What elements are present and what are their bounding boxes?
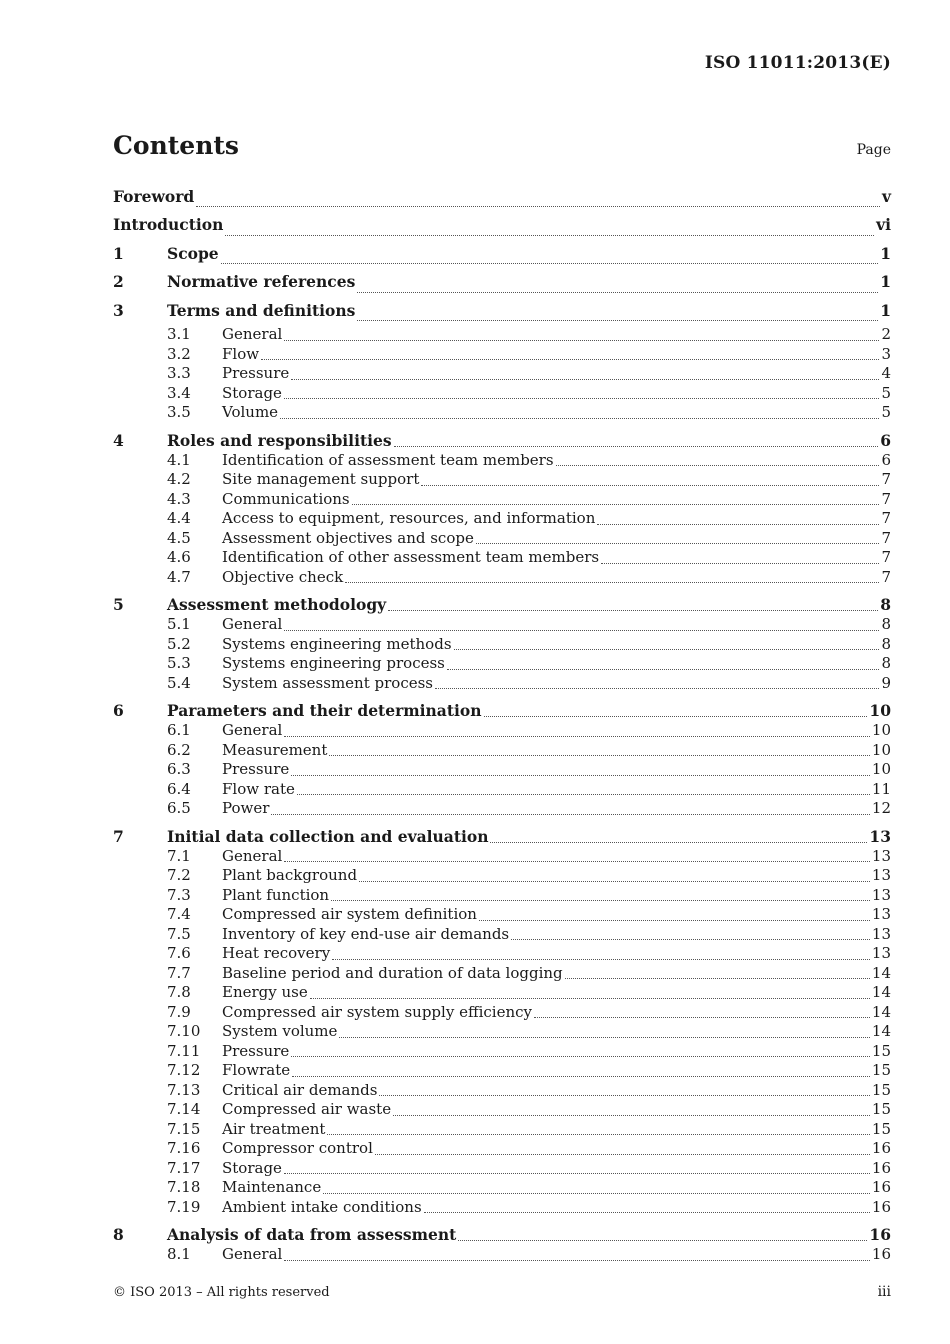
- toc-entry-title: Energy use: [222, 983, 308, 1001]
- toc-entry-subsection[interactable]: [113, 1120, 891, 1140]
- toc-entry-subsection[interactable]: [113, 490, 891, 510]
- dot-leader: [375, 1154, 870, 1155]
- toc-entry-title: Baseline period and duration of data logging: [222, 963, 563, 982]
- toc-entry-title: Air treatment: [222, 1119, 326, 1138]
- toc-entry-page: 15: [871, 1080, 891, 1099]
- toc-entry-number: 3.5: [167, 403, 191, 421]
- toc-entry-number: 7.4: [167, 905, 191, 923]
- toc-entry-page: 5: [881, 403, 891, 421]
- toc-entry-section[interactable]: [113, 297, 891, 326]
- toc-entry-subsection[interactable]: [113, 384, 891, 404]
- dot-leader: [359, 881, 870, 882]
- toc-entry-title: Pressure: [222, 364, 290, 382]
- toc-entry-page: vi: [876, 215, 891, 234]
- toc-entry-page: 16: [871, 1139, 891, 1157]
- toc-entry-page: 3: [881, 344, 891, 363]
- toc-entry-number: 2: [113, 272, 124, 291]
- toc-entry-title: Identification of assessment team members: [222, 450, 554, 469]
- dot-leader: [601, 563, 879, 564]
- toc-entry-title: Measurement: [222, 740, 328, 759]
- dot-leader: [284, 861, 870, 862]
- toc-entry-title: Compressed air waste: [222, 1100, 392, 1118]
- toc-entry-page: 15: [871, 1119, 891, 1138]
- toc-entry-page: v: [881, 187, 891, 206]
- toc-entry-page: 7: [881, 548, 891, 566]
- toc-entry-title: Parameters and their determination: [167, 701, 482, 720]
- toc-entry-page: 15: [871, 1061, 891, 1079]
- toc-entry-page: 9: [881, 673, 891, 692]
- toc-entry-page: 4: [881, 364, 891, 382]
- dot-leader: [310, 998, 870, 999]
- toc-entry-number: 3.1: [167, 325, 191, 343]
- toc-entry-number: 4: [113, 430, 124, 450]
- toc-entry-page: 16: [871, 1197, 891, 1216]
- toc-entry-section[interactable]: [113, 268, 891, 297]
- toc-entry-subsection[interactable]: [113, 568, 891, 588]
- toc-entry-title: Compressor control: [222, 1139, 373, 1157]
- toc-entry-page: 6: [881, 450, 891, 469]
- toc-entry-subsection[interactable]: [113, 847, 891, 867]
- toc-entry-title: Inventory of key end-use air demands: [222, 924, 510, 943]
- toc-entry-number: 7.3: [167, 885, 191, 904]
- dot-leader: [458, 1240, 867, 1241]
- toc-entry-section[interactable]: [113, 827, 891, 847]
- toc-entry-title: Scope: [167, 243, 219, 263]
- toc-entry-title: Plant function: [222, 885, 330, 904]
- dot-leader: [388, 610, 878, 611]
- toc-entry-number: 7.18: [167, 1178, 201, 1196]
- toc-entry-title: Flow: [222, 344, 260, 363]
- toc-entry-title: Volume: [222, 403, 279, 421]
- toc-entry-page: 14: [871, 1022, 891, 1040]
- toc-entry-number: 7.10: [167, 1022, 201, 1040]
- toc-entry-title: Heat recovery: [222, 944, 331, 962]
- toc-entry-page: 12: [871, 799, 891, 817]
- dot-leader: [352, 504, 880, 505]
- dot-leader: [339, 1037, 869, 1038]
- toc-entry-number: 5.4: [167, 673, 191, 692]
- dot-leader: [284, 1260, 870, 1261]
- toc-entry-title: Flowrate: [222, 1061, 291, 1079]
- dot-leader: [490, 842, 867, 843]
- toc-entry-subsection[interactable]: [113, 548, 891, 568]
- toc-entry-number: 4.4: [167, 509, 191, 527]
- toc-entry-page: 7: [881, 470, 891, 488]
- dot-leader: [271, 814, 870, 815]
- toc-entry-title: Pressure: [222, 760, 290, 778]
- toc-entry-page: 8: [881, 615, 891, 633]
- toc-entry-title: Objective check: [222, 567, 344, 586]
- toc-entry-page: 13: [871, 905, 891, 923]
- dot-leader: [284, 1173, 870, 1174]
- toc-entry-number: 6.3: [167, 760, 191, 778]
- toc-entry-number: 3.4: [167, 383, 191, 402]
- toc-entry-number: 7.19: [167, 1197, 201, 1216]
- toc-entry-title: Flow rate: [222, 779, 295, 798]
- toc-entry-subsection[interactable]: [113, 615, 891, 635]
- toc-entry-subsection[interactable]: [113, 944, 891, 964]
- toc-entry-page: 7: [881, 489, 891, 508]
- dot-leader: [261, 359, 879, 360]
- toc-entry-page: 13: [871, 866, 891, 884]
- toc-entry-page: 8: [880, 595, 891, 614]
- toc-entry-title: Pressure: [222, 1041, 290, 1060]
- toc-entry-number: 7.8: [167, 983, 191, 1001]
- toc-entry-page: 1: [880, 243, 891, 263]
- toc-entry-number: 7.7: [167, 963, 191, 982]
- toc-entry-number: 6: [113, 701, 124, 720]
- toc-entry-subsection[interactable]: [113, 529, 891, 549]
- toc-entry-number: 3: [113, 300, 124, 320]
- toc-entry-number: 1: [113, 243, 124, 263]
- toc-entry-title: Storage: [222, 383, 282, 402]
- toc-entry-subsection[interactable]: [113, 1003, 891, 1023]
- toc-entry-page: 16: [871, 1178, 891, 1196]
- toc-entry-title: Systems engineering process: [222, 654, 445, 672]
- toc-entry-number: 8: [113, 1225, 124, 1244]
- toc-entry-page: 6: [880, 430, 891, 450]
- table-of-contents: [113, 183, 891, 1265]
- dot-leader: [421, 485, 879, 486]
- toc-entry-page: 10: [871, 740, 891, 759]
- toc-entry-number: 6.2: [167, 740, 191, 759]
- toc-entry-number: 5.1: [167, 615, 191, 633]
- toc-entry-number: 3.3: [167, 364, 191, 382]
- dot-leader: [479, 920, 870, 921]
- contents-title: Contents: [113, 131, 240, 160]
- toc-entry-number: 4.7: [167, 567, 191, 586]
- dot-leader: [292, 1076, 870, 1077]
- toc-entry-subsection[interactable]: [113, 886, 891, 906]
- dot-leader: [225, 235, 874, 236]
- toc-entry-title: Critical air demands: [222, 1080, 378, 1099]
- dot-leader: [284, 630, 879, 631]
- toc-entry-number: 7.6: [167, 944, 191, 962]
- toc-entry-number: 8.1: [167, 1245, 191, 1263]
- toc-entry-page: 13: [871, 885, 891, 904]
- toc-entry-title: General: [222, 615, 283, 633]
- toc-entry-page: 7: [881, 528, 891, 547]
- dot-leader: [556, 465, 880, 466]
- toc-entry-subsection[interactable]: [113, 1061, 891, 1081]
- toc-entry-page: 16: [871, 1245, 891, 1263]
- toc-entry-title: Compressed air system definition: [222, 905, 477, 923]
- toc-entry-section[interactable]: [113, 1225, 891, 1245]
- toc-entry-title: Site management support: [222, 470, 420, 488]
- toc-entry-page: 10: [869, 701, 891, 720]
- toc-entry-subsection[interactable]: [113, 1042, 891, 1062]
- toc-entry-subsection[interactable]: [113, 1159, 891, 1179]
- toc-entry-subsection[interactable]: [113, 1245, 891, 1265]
- toc-entry-page: 13: [871, 924, 891, 943]
- toc-entry-subsection[interactable]: [113, 451, 891, 471]
- toc-entry-number: 7.5: [167, 924, 191, 943]
- toc-entry-subsection[interactable]: [113, 1022, 891, 1042]
- toc-entry-title: Access to equipment, resources, and information: [222, 509, 596, 527]
- toc-entry-subsection[interactable]: [113, 1100, 891, 1120]
- toc-entry-section[interactable]: [113, 701, 891, 721]
- toc-entry-page: 1: [880, 272, 891, 291]
- toc-entry-subsection[interactable]: [113, 470, 891, 490]
- toc-entry-title: System volume: [222, 1022, 338, 1040]
- toc-entry-number: 4.6: [167, 548, 191, 566]
- toc-entry-subsection[interactable]: [113, 325, 891, 345]
- dot-leader: [323, 1193, 870, 1194]
- toc-entry-subsection[interactable]: [113, 721, 891, 741]
- dot-leader: [476, 543, 880, 544]
- dot-leader: [297, 794, 870, 795]
- toc-entry-number: 5.2: [167, 634, 191, 653]
- toc-entry-section[interactable]: [113, 211, 891, 240]
- toc-entry-number: 7.12: [167, 1061, 201, 1079]
- dot-leader: [196, 206, 880, 207]
- dot-leader: [454, 649, 880, 650]
- toc-entry-page: 8: [881, 654, 891, 672]
- toc-entry-page: 14: [871, 1002, 891, 1021]
- toc-entry-subsection[interactable]: [113, 799, 891, 819]
- page-column-label: Page: [856, 142, 891, 158]
- toc-entry-title: General: [222, 846, 283, 865]
- toc-entry-number: 7.17: [167, 1158, 201, 1177]
- dot-leader: [345, 582, 879, 583]
- toc-entry-title: Storage: [222, 1158, 282, 1177]
- toc-entry-page: 1: [880, 300, 891, 320]
- toc-entry-page: 13: [871, 944, 891, 962]
- toc-entry-page: 10: [871, 721, 891, 739]
- toc-entry-section[interactable]: [113, 595, 891, 615]
- toc-entry-number: 7.16: [167, 1139, 201, 1157]
- toc-entry-title: General: [222, 721, 283, 739]
- dot-leader: [221, 263, 879, 264]
- toc-entry-page: 16: [869, 1225, 891, 1244]
- toc-entry-title: Introduction: [113, 215, 224, 234]
- dot-leader: [291, 379, 879, 380]
- toc-entry-title: Analysis of data from assessment: [167, 1225, 457, 1244]
- toc-entry-number: 4.2: [167, 470, 191, 488]
- dot-leader: [394, 446, 879, 447]
- dot-leader: [424, 1212, 870, 1213]
- toc-entry-subsection[interactable]: [113, 654, 891, 674]
- toc-entry-title: General: [222, 1245, 283, 1263]
- toc-entry-subsection[interactable]: [113, 635, 891, 655]
- toc-entry-subsection[interactable]: [113, 1139, 891, 1159]
- toc-entry-number: 7.11: [167, 1041, 201, 1060]
- toc-entry-page: 11: [871, 779, 891, 798]
- toc-entry-title: Systems engineering methods: [222, 634, 452, 653]
- toc-entry-subsection[interactable]: [113, 345, 891, 365]
- toc-entry-page: 10: [871, 760, 891, 778]
- toc-entry-subsection[interactable]: [113, 1178, 891, 1198]
- document-identifier: ISO 11011:2013(E): [704, 53, 891, 73]
- toc-entry-title: Initial data collection and evaluation: [167, 826, 489, 846]
- toc-entry-number: 7.2: [167, 866, 191, 884]
- toc-entry-number: 7.13: [167, 1080, 201, 1099]
- toc-entry-page: 7: [881, 509, 891, 527]
- toc-entry-page: 14: [871, 963, 891, 982]
- toc-entry-title: Power: [222, 799, 270, 817]
- toc-entry-page: 5: [881, 383, 891, 402]
- dot-leader: [331, 900, 870, 901]
- toc-entry-number: 5: [113, 595, 124, 614]
- toc-entry-subsection[interactable]: [113, 741, 891, 761]
- toc-entry-section[interactable]: [113, 183, 891, 211]
- toc-entry-number: 7.14: [167, 1100, 201, 1118]
- toc-entry-subsection[interactable]: [113, 866, 891, 886]
- toc-entry-number: 7.15: [167, 1119, 201, 1138]
- toc-entry-title: Normative references: [167, 272, 356, 291]
- dot-leader: [291, 1056, 870, 1057]
- toc-entry-page: 7: [881, 567, 891, 586]
- toc-entry-number: 3.2: [167, 344, 191, 363]
- toc-entry-subsection[interactable]: [113, 760, 891, 780]
- toc-entry-title: Communications: [222, 489, 350, 508]
- dot-leader: [435, 688, 879, 689]
- toc-entry-number: 6.1: [167, 721, 191, 739]
- toc-entry-page: 8: [881, 634, 891, 653]
- dot-leader: [447, 669, 880, 670]
- toc-entry-number: 7.9: [167, 1002, 191, 1021]
- toc-entry-page: 13: [871, 846, 891, 865]
- dot-leader: [597, 524, 879, 525]
- toc-entry-subsection[interactable]: [113, 983, 891, 1003]
- toc-entry-number: 5.3: [167, 654, 191, 672]
- toc-entry-title: Ambient intake conditions: [222, 1197, 422, 1216]
- toc-entry-subsection[interactable]: [113, 364, 891, 384]
- dot-leader: [393, 1115, 870, 1116]
- toc-entry-subsection[interactable]: [113, 905, 891, 925]
- toc-entry-page: 14: [871, 983, 891, 1001]
- toc-entry-section[interactable]: [113, 431, 891, 451]
- toc-entry-subsection[interactable]: [113, 674, 891, 694]
- dot-leader: [284, 398, 880, 399]
- dot-leader: [357, 320, 878, 321]
- dot-leader: [291, 775, 870, 776]
- dot-leader: [327, 1134, 870, 1135]
- dot-leader: [329, 755, 870, 756]
- toc-entry-title: Identification of other assessment team members: [222, 548, 600, 566]
- footer-page-number: iii: [877, 1284, 891, 1300]
- toc-entry-title: General: [222, 325, 283, 343]
- dot-leader: [332, 959, 870, 960]
- toc-entry-number: 4.5: [167, 528, 191, 547]
- toc-entry-title: Maintenance: [222, 1178, 322, 1196]
- toc-entry-title: Assessment methodology: [167, 595, 387, 614]
- copyright-notice: © ISO 2013 – All rights reserved: [113, 1285, 330, 1300]
- toc-entry-subsection[interactable]: [113, 925, 891, 945]
- toc-entry-page: 15: [871, 1041, 891, 1060]
- toc-entry-number: 4.3: [167, 489, 191, 508]
- toc-entry-page: 13: [869, 826, 891, 846]
- toc-entry-number: 6.4: [167, 779, 191, 798]
- toc-entry-title: Assessment objectives and scope: [222, 528, 474, 547]
- dot-leader: [534, 1017, 870, 1018]
- toc-entry-title: Roles and responsibilities: [167, 430, 392, 450]
- dot-leader: [357, 292, 878, 293]
- toc-entry-section[interactable]: [113, 240, 891, 269]
- toc-entry-title: Foreword: [113, 187, 195, 206]
- toc-entry-page: 2: [881, 325, 891, 343]
- dot-leader: [379, 1095, 869, 1096]
- toc-entry-title: Terms and definitions: [167, 300, 356, 320]
- toc-entry-subsection[interactable]: [113, 780, 891, 800]
- dot-leader: [511, 939, 870, 940]
- toc-entry-subsection[interactable]: [113, 1198, 891, 1218]
- dot-leader: [280, 418, 879, 419]
- toc-entry-number: 7: [113, 826, 124, 846]
- toc-entry-title: Compressed air system supply efficiency: [222, 1002, 533, 1021]
- toc-entry-subsection[interactable]: [113, 964, 891, 984]
- toc-entry-number: 4.1: [167, 450, 191, 469]
- dot-leader: [284, 340, 879, 341]
- toc-entry-page: 16: [871, 1158, 891, 1177]
- dot-leader: [565, 978, 870, 979]
- dot-leader: [484, 716, 868, 717]
- toc-entry-number: 7.1: [167, 846, 191, 865]
- toc-entry-subsection[interactable]: [113, 509, 891, 529]
- toc-entry-title: System assessment process: [222, 673, 433, 692]
- toc-entry-page: 15: [871, 1100, 891, 1118]
- toc-entry-subsection[interactable]: [113, 403, 891, 423]
- dot-leader: [284, 736, 870, 737]
- toc-entry-number: 6.5: [167, 799, 191, 817]
- toc-entry-title: Plant background: [222, 866, 358, 884]
- toc-entry-subsection[interactable]: [113, 1081, 891, 1101]
